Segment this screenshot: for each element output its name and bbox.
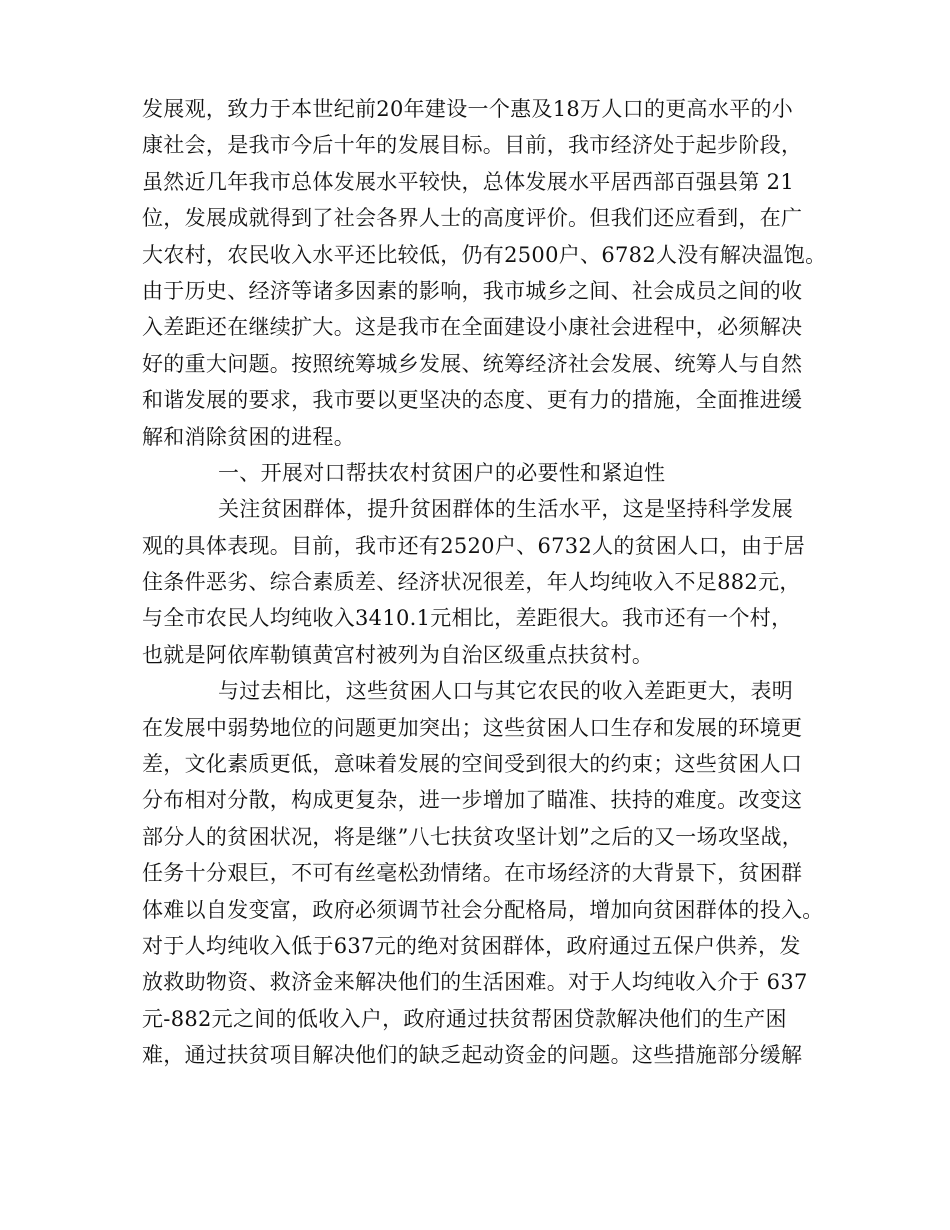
text-line: 大农村，农民收入水平还比较低，仍有2500户、6782人没有解决温饱。: [142, 242, 827, 267]
text-line: 对于人均纯收入低于637元的绝对贫困群体，政府通过五保户供养，发: [142, 933, 801, 958]
text-line: 体难以自发变富，政府必须调节社会分配格局，增加向贫困群体的投入。: [142, 897, 824, 922]
text-line: 发展观，致力于本世纪前20年建设一个惠及18万人口的更高水平的小: [142, 97, 794, 121]
text-line: 由于历史、经济等诸多因素的影响，我市城乡之间、社会成员之间的收: [142, 278, 803, 303]
text-line: 放救助物资、救济金来解决他们的生活困难。对于人均纯收入介于 637: [142, 970, 808, 995]
text-line: 观的具体表现。目前，我市还有2520户、6732人的贫困人口，由于居: [142, 533, 806, 558]
text-line: 差，文化素质更低，意味着发展的空间受到很大的约束；这些贫困人口: [142, 752, 803, 777]
text-line: 好的重大问题。按照统筹城乡发展、统筹经济社会发展、统筹人与自然: [142, 351, 803, 376]
text-line: 住条件恶劣、综合素质差、经济状况很差，年人均纯收入不足882元，: [142, 570, 801, 595]
text-line: 部分人的贫困状况，将是继”八七扶贫攻坚计划”之后的又一场攻坚战，: [142, 824, 804, 849]
text-line: 任务十分艰巨，不可有丝毫松劲情绪。在市场经济的大背景下，贫困群: [142, 861, 803, 886]
text-line: 入差距还在继续扩大。这是我市在全面建设小康社会进程中，必须解决: [142, 315, 803, 340]
text-line: 和谐发展的要求，我市要以更坚决的态度、更有力的措施，全面推进缓: [142, 388, 803, 413]
text-line: 元-882元之间的低收入户，政府通过扶贫帮困贷款解决他们的生产困: [142, 1006, 787, 1031]
body-text: [142, 91, 827, 1074]
text-line: 一、开展对口帮扶农村贫困户的必要性和紧迫性: [218, 460, 666, 485]
text-line: 与全市农民人均纯收入3410.1元相比，差距很大。我市还有一个村，: [142, 606, 793, 631]
text-line: 与过去相比，这些贫困人口与其它农民的收入差距更大，表明: [218, 679, 794, 704]
text-line: 解和消除贫困的进程。: [142, 424, 355, 449]
text-line: 虽然近几年我市总体发展水平较快，总体发展水平居西部百强县第 21: [142, 169, 794, 194]
text-line: 分布相对分散，构成更复杂，进一步增加了瞄准、扶持的难度。改变这: [142, 788, 803, 813]
text-line: 难，通过扶贫项目解决他们的缺乏起动资金的问题。这些措施部分缓解: [142, 1043, 803, 1068]
text-line: 位，发展成就得到了社会各界人士的高度评价。但我们还应看到，在广: [142, 206, 803, 231]
text-line: 在发展中弱势地位的问题更加突出；这些贫困人口生存和发展的环境更: [142, 715, 803, 740]
text-line: 康社会，是我市今后十年的发展目标。目前，我市经济处于起步阶段，: [142, 133, 803, 158]
text-line: 关注贫困群体，提升贫困群体的生活水平，这是坚持科学发展: [218, 497, 794, 522]
text-line: 也就是阿依库勒镇黄宫村被列为自治区级重点扶贫村。: [142, 642, 654, 667]
